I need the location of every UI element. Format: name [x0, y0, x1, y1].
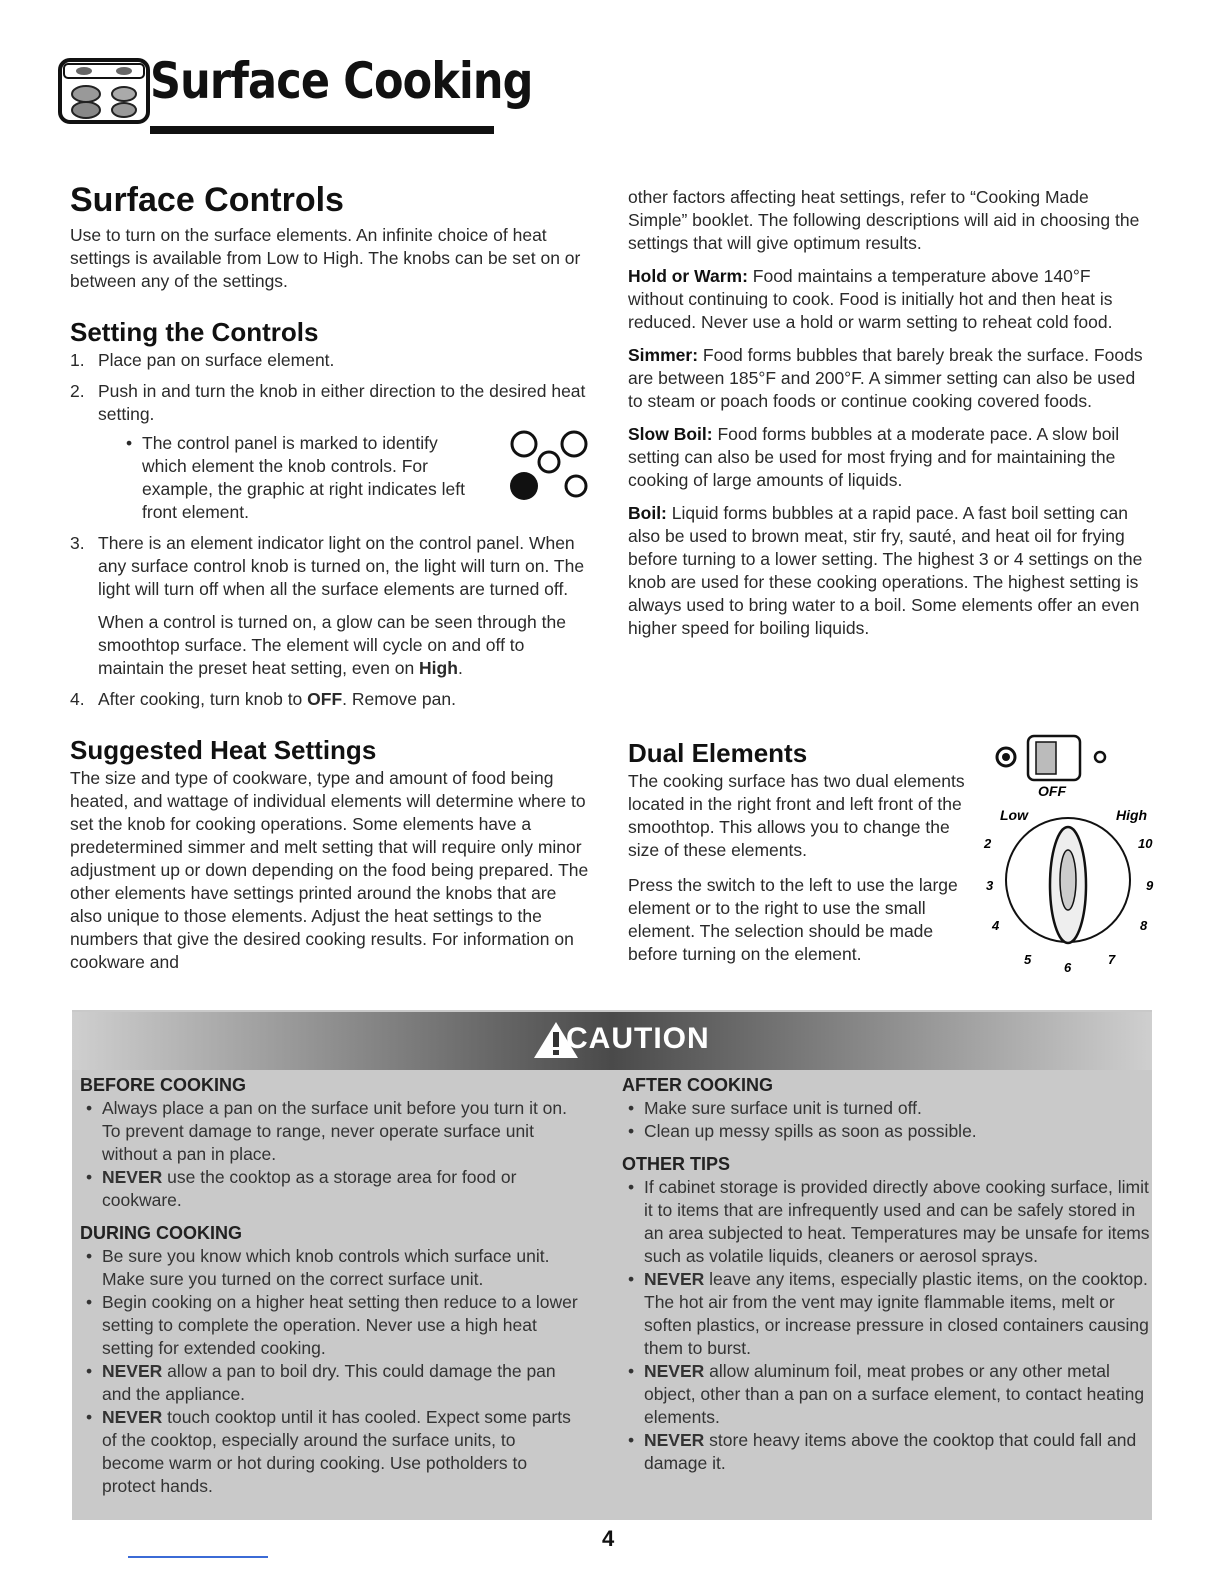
right-column: [628, 186, 1148, 650]
dual-elements-para1: The cooking surface has two dual elements located in the right front and left front of the smoothtop. This allows you to change the size of these elements.: [628, 771, 965, 860]
hold-warm-desc: Hold or Warm: Food maintains a temperature above 140°F without continuing to cook. Food is initially hot and then heat is reduced. Never use a hold or warm setting to reheat cold food.: [628, 266, 1113, 332]
caution-left-column: [80, 1074, 580, 1498]
dual-elements-para2: Press the switch to the left to use the large element or to the right to use the small element. The selection should be made before turning on the element.: [628, 875, 958, 964]
step-3: 3. There is an element indicator light on the control panel. When any surface control knob is turned on, the light will turn on. The light will turn off when all the surface elements are turned off.: [70, 533, 585, 599]
knob-num-3: 3: [986, 878, 994, 893]
caution-right-column: [622, 1074, 1152, 1475]
caution-bullet: • Begin cooking on a higher heat setting then reduce to a lower setting to complete the operation. Never use a high heat setting for extended cooking.: [86, 1292, 578, 1358]
left-column: [70, 180, 590, 974]
step-2: 2. Push in and turn the knob in either direction to the desired heat setting. • The control panel is marked to identify which element the knob controls. For example, the graphic at right indicates left front element.: [70, 380, 590, 524]
after-cooking-heading: AFTER COOKING: [622, 1075, 773, 1095]
element-indicator-icon: [508, 428, 590, 508]
before-cooking-heading: BEFORE COOKING: [80, 1075, 247, 1095]
other-tips-heading: OTHER TIPS: [622, 1154, 731, 1174]
knob-num-8: 8: [1140, 918, 1148, 933]
surface-controls-heading: Surface Controls: [70, 181, 344, 219]
caution-bullet: • NEVER touch cooktop until it has cooled. Expect some parts of the cooktop, especially around the surface units, to become warm or hot during cooking. Use potholders to protect hands.: [86, 1407, 571, 1496]
caution-bullet: • NEVER use the cooktop as a storage area for food or cookware.: [86, 1167, 517, 1210]
caution-bullet: • NEVER allow aluminum foil, meat probes or any other metal object, other than a pan on a surface element, to contact heating elements.: [628, 1361, 1145, 1427]
knob-label-off: OFF: [1038, 783, 1066, 799]
boil-desc: Boil: Liquid forms bubbles at a rapid pace. A fast boil setting can also be used to brown meat, stir fry, sauté, and heat oil for frying before turning to a lower setting. The highest 3 or 4 settings on the knob are used for these cooking operations. The highest setting is always used to bring water to a boil. Some elements offer an even higher speed for boiling liquids.: [628, 503, 1143, 638]
dual-knob-diagram: [968, 730, 1168, 980]
knob-num-5: 5: [1024, 952, 1032, 967]
simmer-desc: Simmer: Food forms bubbles that barely break the surface. Foods are between 185°F and 200°F. A simmer setting can also be used to steam or poach foods or continue cooking covered foods.: [628, 345, 1143, 411]
caution-bullet: • Be sure you know which knob controls which surface unit. Make sure you turned on the correct surface unit.: [86, 1246, 550, 1289]
knob-num-7: 7: [1108, 952, 1116, 967]
knob-num-6: 6: [1064, 960, 1072, 975]
page-number: 4: [602, 1526, 615, 1551]
setting-steps: [70, 349, 590, 601]
knob-label-low: Low: [1000, 807, 1028, 823]
knob-num-9: 9: [1146, 878, 1154, 893]
step-2-bullet: • The control panel is marked to identify which element the knob controls. For example, the graphic at right indicates left front element.: [98, 432, 590, 524]
caution-bullet: • NEVER store heavy items above the cooktop that could fall and damage it.: [628, 1430, 1137, 1473]
dual-elements-section: [628, 738, 968, 966]
caution-title: CAUTION: [566, 1022, 710, 1055]
suggested-heat-body: The size and type of cookware, type and amount of food being heated, and wattage of individual elements will determine where to set the knob for cooking operations. Some elements have a predetermined simmer and melt setting that will require only minor adjustment up or down depending on the food being prepared. The other elements have settings printed around the knobs that are also unique to those elements. Adjust the heat settings to the numbers that give the desired cooking results. For information on cookware and: [70, 768, 589, 972]
caution-bullet: • Always place a pan on the surface unit before you turn it on. To prevent damage to range, never operate surface unit without a pan in place.: [86, 1098, 568, 1164]
step-1: 1. Place pan on surface element.: [70, 350, 335, 370]
knob-num-2: 2: [984, 836, 992, 851]
knob-num-10: 10: [1138, 836, 1153, 851]
page-header-title: Surface Cooking: [150, 52, 533, 110]
small-element-icon: [1095, 752, 1105, 762]
cooktop-icon: [58, 58, 150, 124]
caution-bullet: • If cabinet storage is provided directly above cooking surface, limit it to items that are infrequently used and can be safely stored in an area subjected to heat. Temperatures may be unsafe for items such as volatile liquids, cleaners or aerosol sprays.: [628, 1177, 1150, 1266]
slow-boil-desc: Slow Boil: Food forms bubbles at a moderate pace. A slow boil setting can also be used for most frying and for maintaining the cooking of large amounts of liquids.: [628, 424, 1120, 490]
footer-rule: [128, 1556, 268, 1558]
dual-elements-heading: Dual Elements: [628, 738, 808, 768]
setting-controls-heading: Setting the Controls: [70, 317, 319, 347]
during-cooking-heading: DURING COOKING: [80, 1223, 242, 1243]
heat-continuation: other factors affecting heat settings, refer to “Cooking Made Simple” booklet. The following descriptions will aid in choosing the settings that will give optimum results.: [628, 187, 1140, 253]
caution-bullet: • Clean up messy spills as soon as possible.: [628, 1121, 977, 1141]
caution-bullet: • NEVER allow a pan to boil dry. This could damage the pan and the appliance.: [86, 1361, 556, 1404]
knob-label-high: High: [1116, 807, 1148, 823]
setting-steps-cont: [70, 688, 590, 711]
caution-bullet: • NEVER leave any items, especially plastic items, on the cooktop. The hot air from the vent may ignite flammable items, melt or soften plastics, or increase pressure in closed containers causing them to burst.: [628, 1269, 1149, 1358]
caution-bullet: • Make sure surface unit is turned off.: [628, 1098, 922, 1118]
knob-num-4: 4: [992, 918, 1000, 933]
step-4: 4. After cooking, turn knob to OFF. Remove pan.: [70, 689, 456, 709]
surface-controls-intro: Use to turn on the surface elements. An infinite choice of heat settings is available from Low to High. The knobs can be set on or between any of the settings.: [70, 225, 581, 291]
step-3-para: When a control is turned on, a glow can be seen through the smoothtop surface. The element will cycle on and off to maintain the preset heat setting, even on High.: [98, 612, 566, 678]
suggested-heat-heading: Suggested Heat Settings: [70, 735, 377, 765]
header-rule: [150, 126, 494, 134]
